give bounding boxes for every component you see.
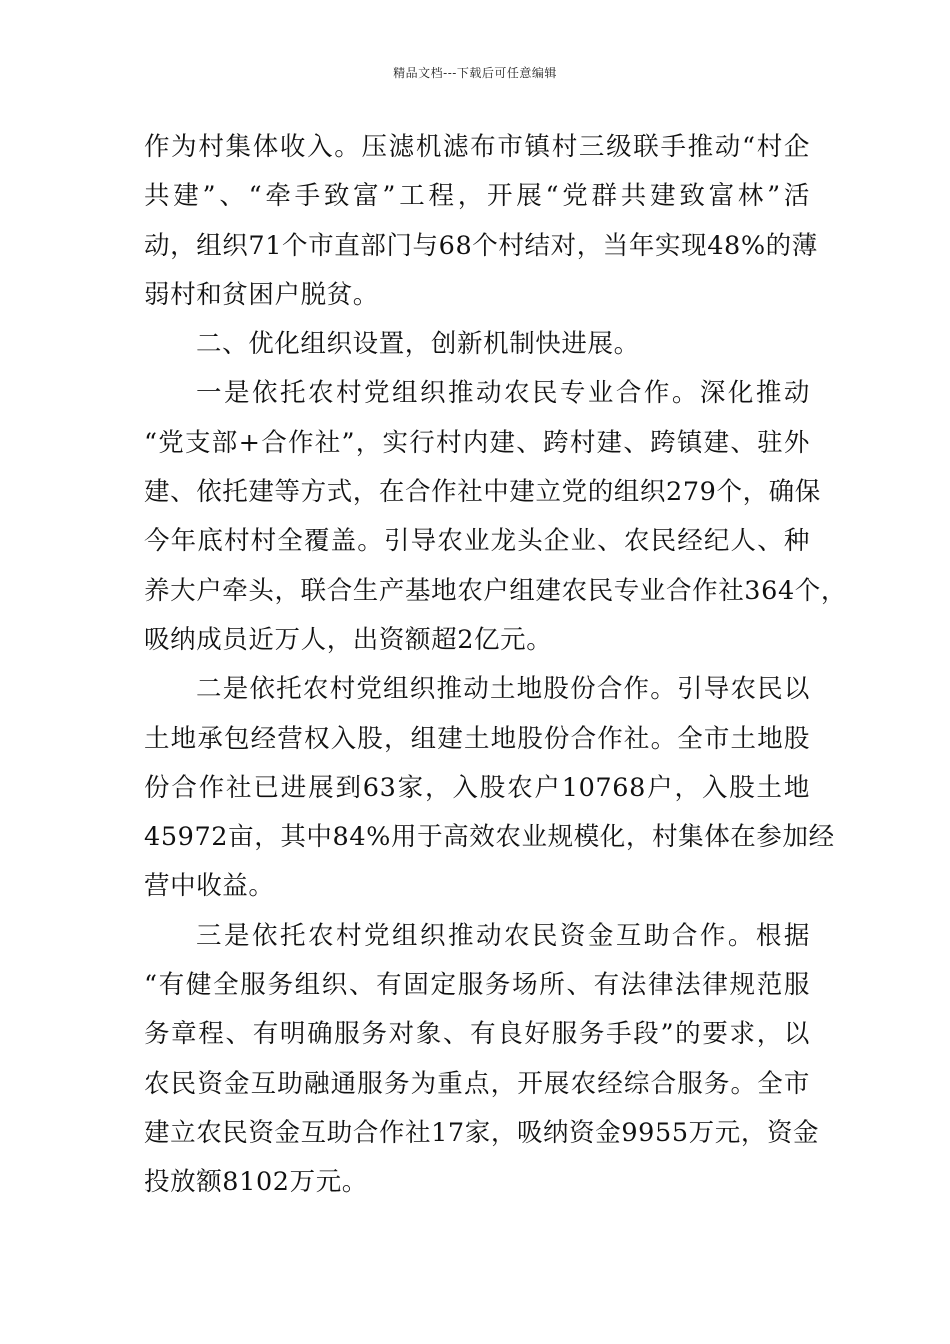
text-line: 三是依托农村党组织推动农民资金互助合作。根据 xyxy=(196,920,810,951)
text-line: 一是依托农村党组织推动农民专业合作。深化推动 xyxy=(196,378,810,409)
text-line: 二、优化组织设置，创新机制快进展。 xyxy=(196,329,640,360)
text-line: 作为村集体收入。压滤机滤布市镇村三级联手推动“村企 xyxy=(144,132,810,162)
text-line: 份合作社已进展到63家，入股农户10768户，入股土地 xyxy=(144,772,810,803)
text-line: 土地承包经营权入股，组建土地股份合作社。全市土地股 xyxy=(144,723,810,754)
document-body xyxy=(144,123,847,1208)
page-header: 精品文档---下载后可任意编辑 xyxy=(393,66,557,80)
text-line: 吸纳成员近万人，出资额超2亿元。 xyxy=(144,624,553,655)
text-line: “有健全服务组织、有固定服务场所、有法律法律规范服 xyxy=(144,970,810,1001)
text-line: 务章程、有明确服务对象、有良好服务手段”的要求，以 xyxy=(144,1019,810,1050)
text-line: 农民资金互助融通服务为重点，开展农经综合服务。全市 xyxy=(144,1068,810,1099)
text-line: 共建”、“牵手致富”工程，开展“党群共建致富林”活 xyxy=(144,181,810,212)
text-line: 二是依托农村党组织推动土地股份合作。引导农民以 xyxy=(196,674,810,705)
text-line: 建、依托建等方式，在合作社中建立党的组织279个，确保 xyxy=(144,477,821,508)
text-line: 养大户牵头，联合生产基地农户组建农民专业合作社364个， xyxy=(144,575,847,606)
text-line: 今年底村村全覆盖。引导农业龙头企业、农民经纪人、种 xyxy=(144,526,810,557)
text-line: 动，组织71个市直部门与68个村结对，当年实现48%的薄 xyxy=(144,230,818,261)
text-line: 建立农民资金互助合作社17家，吸纳资金9955万元，资金 xyxy=(144,1117,820,1148)
text-line: 弱村和贫困户脱贫。 xyxy=(144,279,379,310)
text-line: “党支部+合作社”，实行村内建、跨村建、跨镇建、驻外 xyxy=(144,427,810,458)
text-line: 投放额8102万元。 xyxy=(144,1167,368,1198)
text-line: 45972亩，其中84%用于高效农业规模化，村集体在参加经 xyxy=(144,822,835,853)
text-line: 营中收益。 xyxy=(144,871,275,902)
